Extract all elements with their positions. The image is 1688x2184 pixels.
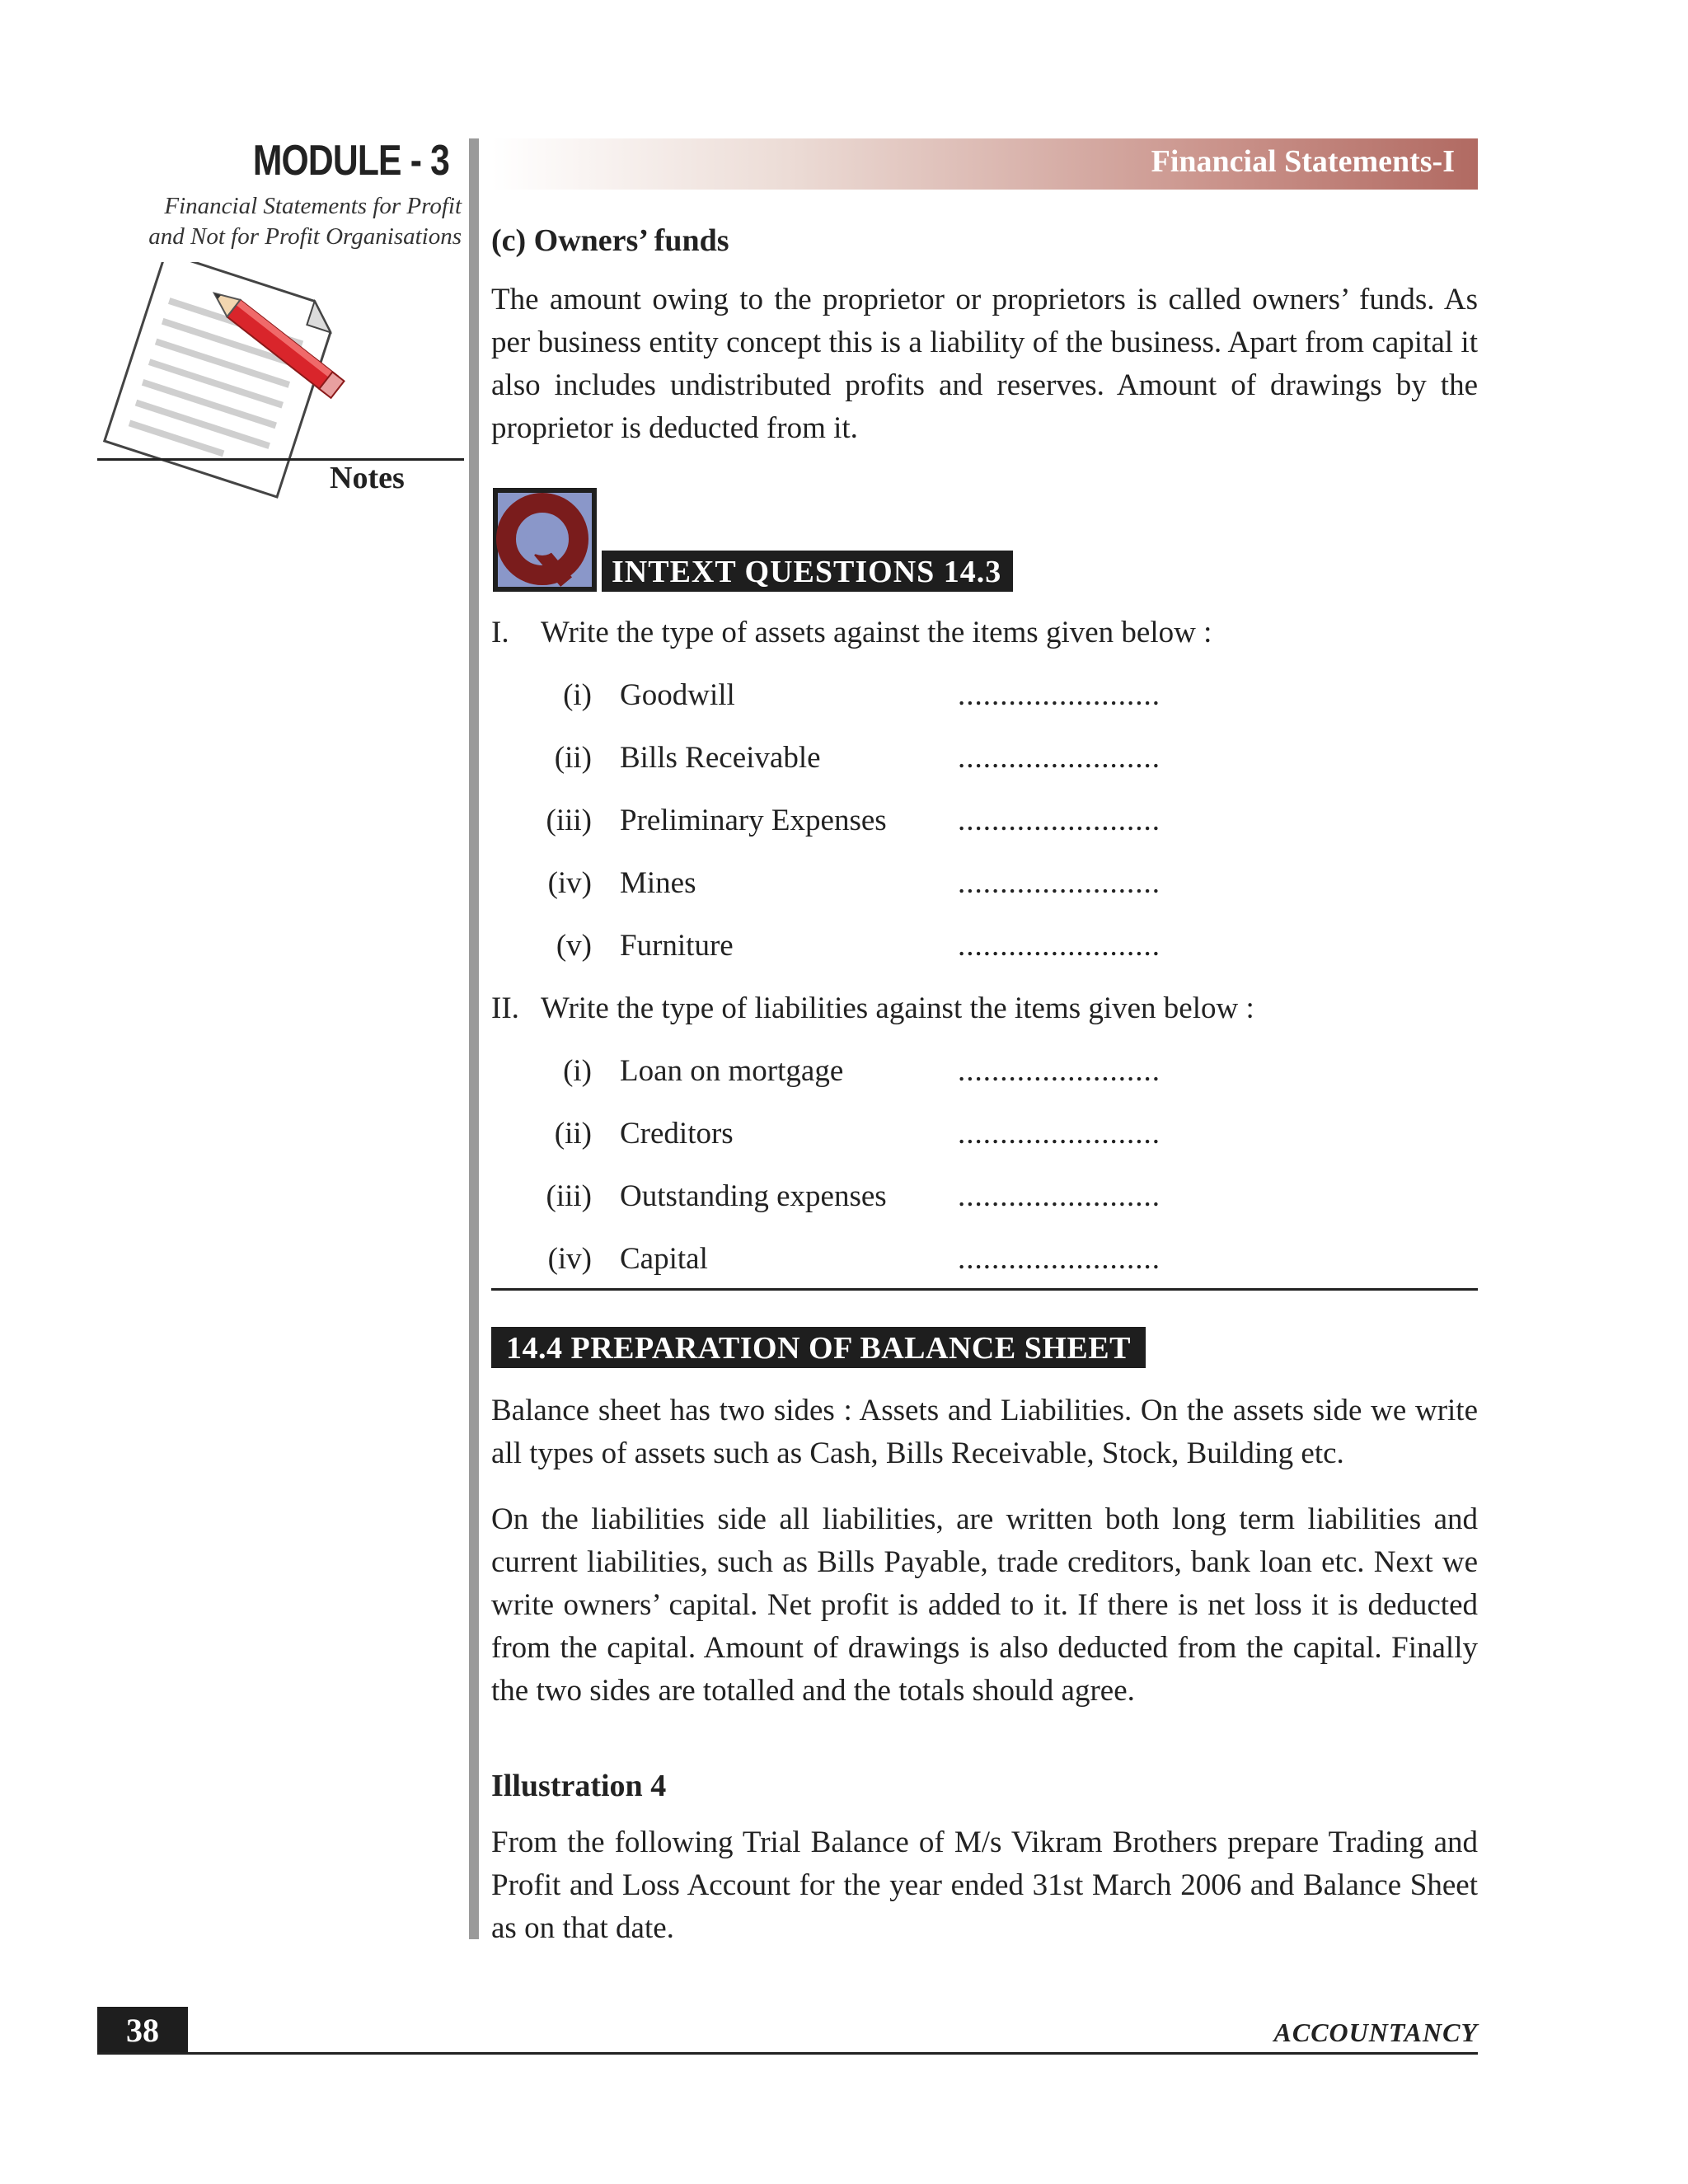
item-name: Creditors [620, 1117, 734, 1151]
section-divider [491, 1288, 1478, 1291]
answer-blank: ........................ [958, 866, 1160, 900]
item-roman: (v) [556, 929, 592, 963]
question-2-text: Write the type of liabilities against the items given below : [541, 991, 1254, 1025]
answer-blank: ........................ [958, 741, 1160, 775]
item-roman: (iii) [546, 1179, 592, 1213]
answer-blank: ........................ [958, 1179, 1160, 1213]
balance-sheet-paragraph-1: Balance sheet has two sides : Assets and Liabilities. On the assets side we write all types of assets such as Cash, Bills Receivable, Stock, Building etc. [491, 1394, 1478, 1470]
notes-divider [97, 458, 464, 461]
item-name: Loan on mortgage [620, 1054, 844, 1088]
footer-rule [97, 2052, 1478, 2055]
module-subtitle [99, 191, 462, 252]
answer-blank: ........................ [958, 1054, 1160, 1088]
intext-questions-label: INTEXT QUESTIONS 14.3 [602, 551, 1013, 592]
item-name: Goodwill [620, 678, 735, 712]
answer-blank: ........................ [958, 804, 1160, 837]
question-1 [491, 615, 1212, 650]
question-1-text: Write the type of assets against the items given below : [541, 616, 1212, 649]
item-roman: (iv) [547, 866, 592, 900]
answer-blank: ........................ [958, 1117, 1160, 1151]
illustration-paragraph: From the following Trial Balance of M/s Vikram Brothers prepare Trading and Profit and Loss Account for the year ended 31st March 2006 and Balance Sheet as on that date. [491, 1825, 1478, 1945]
module-subtitle-line2: and Not for Profit Organisations [148, 223, 462, 250]
margin-bar [469, 138, 479, 1939]
item-name: Preliminary Expenses [620, 804, 887, 837]
item-roman: (i) [563, 1054, 592, 1088]
answer-blank: ........................ [958, 678, 1160, 712]
item-name: Outstanding expenses [620, 1179, 887, 1213]
page-number: 38 [97, 2007, 188, 2055]
illustration-heading: Illustration 4 [491, 1769, 667, 1803]
item-roman: (iii) [546, 804, 592, 837]
item-roman: (iv) [547, 1242, 592, 1276]
item-roman: (i) [563, 678, 592, 712]
item-name: Mines [620, 866, 696, 900]
item-name: Bills Receivable [620, 741, 821, 775]
footer-subject: ACCOUNTANCY [1273, 2018, 1478, 2047]
item-roman: (ii) [554, 741, 592, 775]
question-2 [491, 991, 1254, 1026]
question-2-number: II. [491, 991, 519, 1025]
question-1-number: I. [491, 616, 509, 649]
answer-blank: ........................ [958, 1242, 1160, 1276]
question-q-icon [491, 486, 598, 593]
notes-pencil-icon [97, 262, 468, 501]
chapter-title: Financial Statements-I [1151, 144, 1455, 179]
item-name: Furniture [620, 929, 734, 963]
owners-funds-heading: (c) Owners’ funds [491, 223, 729, 258]
notes-label: Notes [330, 461, 405, 495]
answer-blank: ........................ [958, 929, 1160, 963]
module-subtitle-line1: Financial Statements for Profit [164, 193, 462, 219]
item-roman: (ii) [554, 1117, 592, 1151]
section-14-4-heading: 14.4 PREPARATION OF BALANCE SHEET [491, 1327, 1146, 1368]
item-name: Capital [620, 1242, 708, 1276]
module-title: MODULE - 3 [252, 137, 449, 185]
balance-sheet-paragraph-2: On the liabilities side all liabilities, are written both long term liabilities and current liabilities, such as Bills Payable, trade creditors, bank loan etc. Next we write owners’ capital. Net profit is added to it. If there is net loss it is deducted from the capital. Amount of drawings is also deducted from the capital. Finally the two sides are totalled and the totals should agree. [491, 1502, 1478, 1708]
owners-funds-paragraph: The amount owing to the proprietor or proprietors is called owners’ funds. As per business entity concept this is a liability of the business. Apart from capital it also includes undistributed profits and reserves. Amount of drawings by the proprietor is deducted from it. [491, 283, 1478, 445]
chapter-header [491, 138, 1478, 190]
